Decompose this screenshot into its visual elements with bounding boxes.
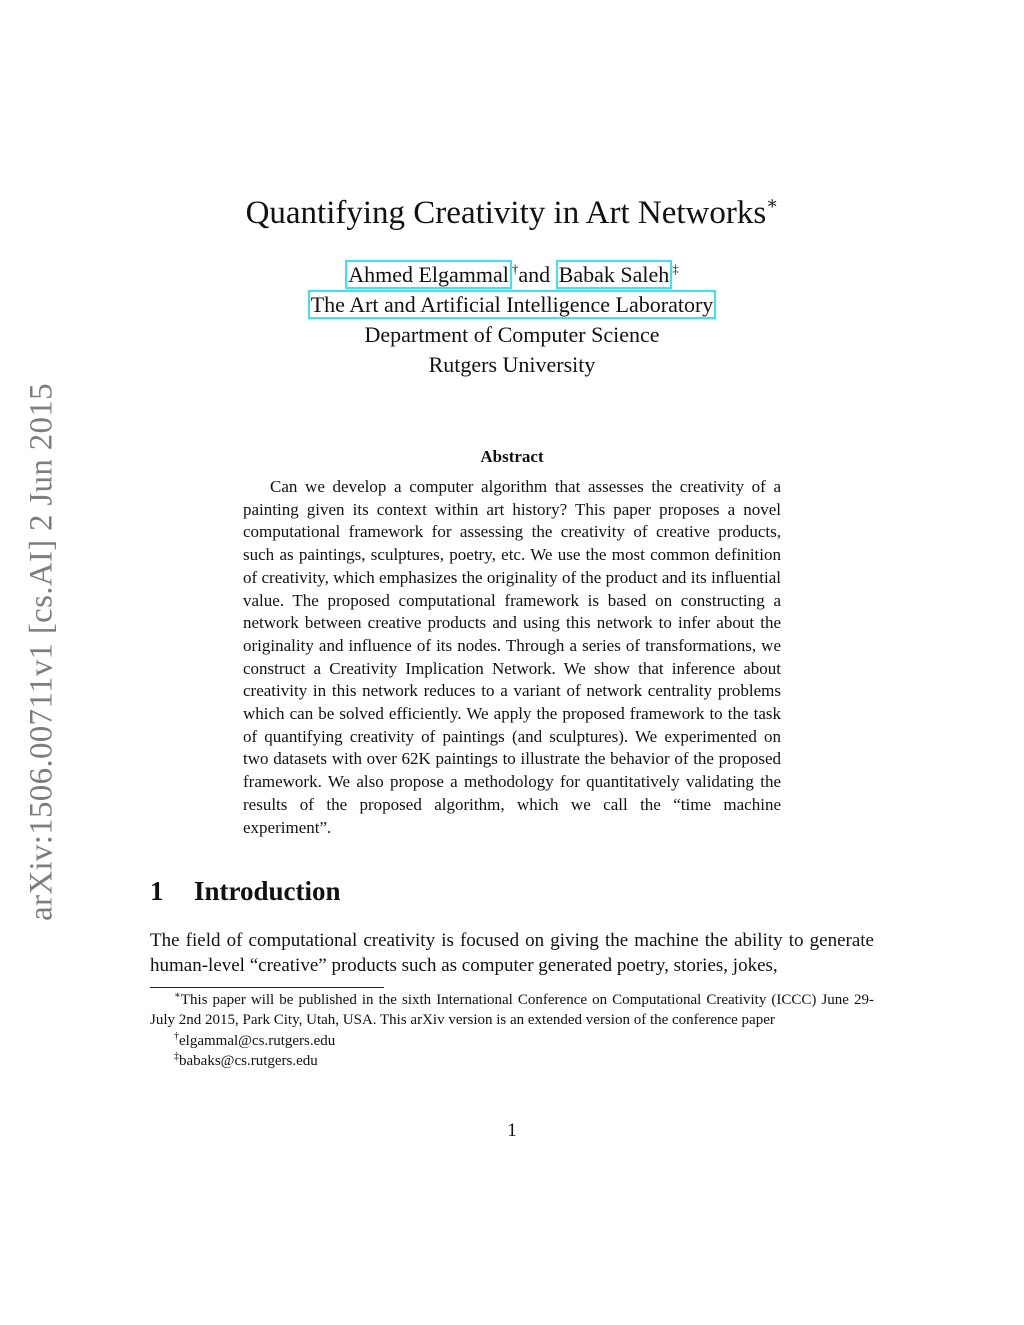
author-link-saleh[interactable]: Babak Saleh: [556, 260, 673, 289]
abstract-heading: Abstract: [480, 447, 544, 466]
author1-footnote-mark[interactable]: †: [511, 261, 519, 276]
footnote-item: [150, 1051, 874, 1071]
introduction-paragraph: The field of computational creativity is focused on giving the machine the ability to generate human-level “creative” products such as computer generated poetry, stories, jokes,: [150, 930, 874, 976]
department-line: Department of Computer Science: [364, 322, 660, 347]
footnote-mark: †: [174, 1030, 179, 1042]
author2-footnote-mark[interactable]: ‡: [672, 261, 679, 276]
paper-title: [0, 192, 1024, 234]
section-number: 1: [150, 876, 164, 906]
lab-line: [0, 290, 1024, 320]
author-line: [0, 260, 1024, 290]
section-title: Introduction: [194, 876, 341, 906]
author-conjunction: and: [518, 262, 551, 287]
footnote-text: This paper will be published in the sixth International Conference on Computational Creativity (ICCC) June 29-July 2nd 2015, Park City, Utah, USA. This arXiv version is an extended version of the conference paper: [150, 992, 874, 1029]
footnote-item: [150, 1031, 874, 1051]
arxiv-sidebar-stamp: arXiv:1506.00711v1 [cs.AI] 2 Jun 2015: [23, 383, 60, 921]
page-number: 1: [507, 1120, 517, 1141]
footnotes: [150, 990, 874, 1071]
lab-link[interactable]: The Art and Artificial Intelligence Laboratory: [308, 290, 717, 319]
abstract-body: Can we develop a computer algorithm that assesses the creativity of a painting given its context within art history? This paper proposes a novel computational framework for assessing the creativity of creative products, such as paintings, sculptures, poetry, etc. We use the most common definition of creativity, which emphasizes the originality of the product and its influential value. The proposed computational framework is based on constructing a network between creative products and using this network to infer about the originality and influence of its nodes. Through a series of transformations, we construct a Creativity Implication Network. We show that inference about creativity in this network reduces to a variant of network centrality problems which can be solved efficiently. We apply the proposed framework to the task of quantifying creativity of paintings (and sculptures). We experimented on two datasets with over 62K paintings to illustrate the behavior of the proposed framework. We also propose a methodology for quantitatively validating the results of the proposed algorithm, which we call the “time machine experiment”.: [243, 477, 781, 837]
footnote-email: babaks@cs.rutgers.edu: [179, 1052, 318, 1069]
section-heading-introduction: [150, 874, 341, 908]
footnote-email: elgammal@cs.rutgers.edu: [179, 1032, 336, 1049]
footnote-mark: ∗: [174, 990, 181, 1001]
title-footnote-mark[interactable]: ∗: [766, 193, 779, 213]
paper-title-text: Quantifying Creativity in Art Networks: [245, 195, 767, 231]
author-block: [0, 260, 1024, 380]
footnote-divider: [150, 987, 384, 988]
author-link-elgammal[interactable]: Ahmed Elgammal: [345, 260, 512, 289]
footnote-mark: ‡: [174, 1050, 179, 1062]
university-line: Rutgers University: [428, 352, 596, 377]
footnote-item: [150, 990, 874, 1031]
